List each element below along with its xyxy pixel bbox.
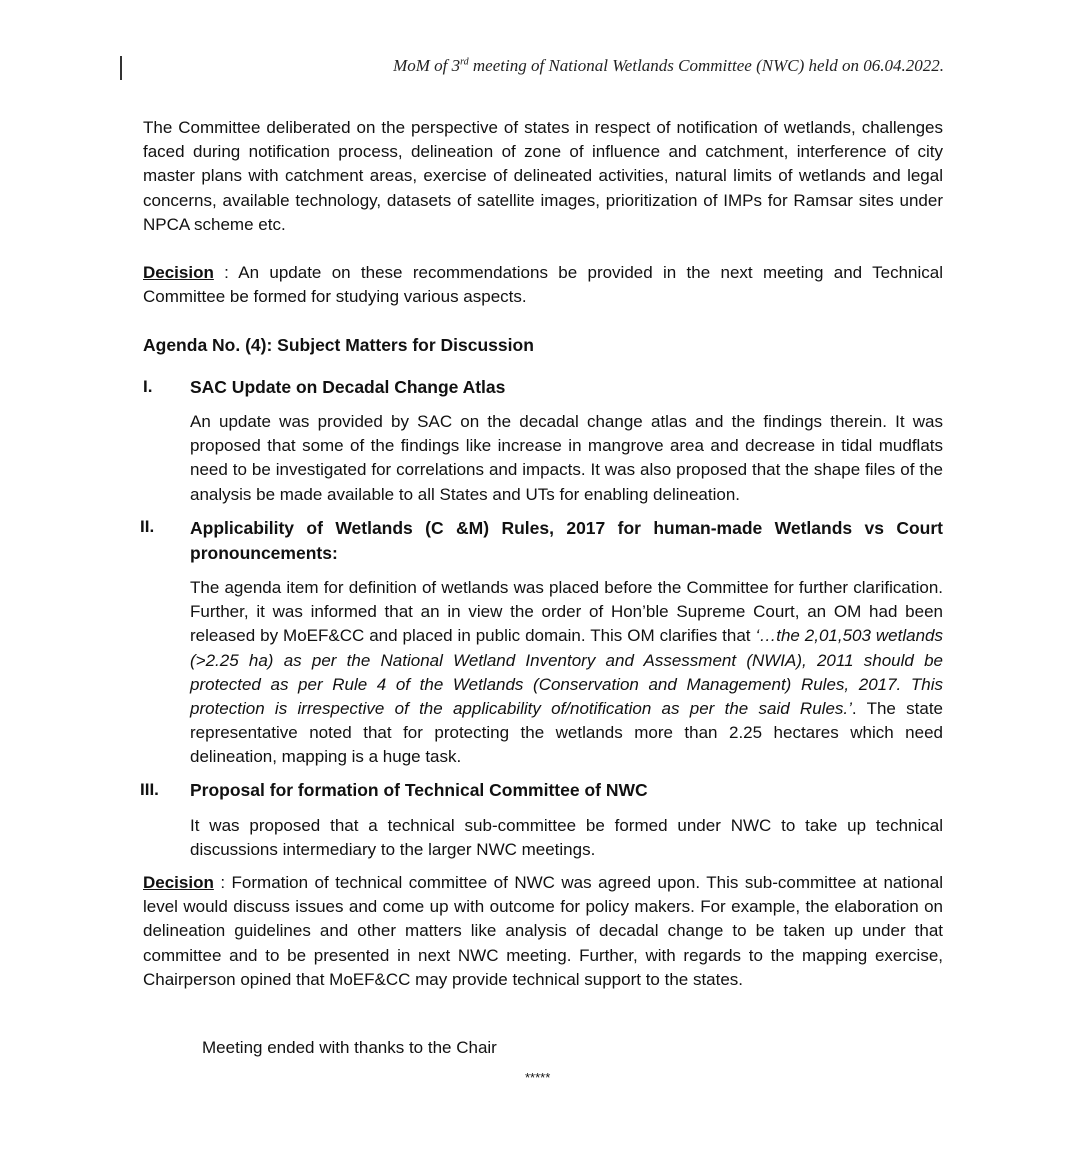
item-body-text: The agenda item for definition of wetlands was placed before the Committee for further clarification. Further, it was informed that an in view the order of Hon’ble Supreme Court, an OM had been released by MoEF&CC and placed in public domain. This OM clarifies that [190, 578, 943, 646]
agenda-heading: Agenda No. (4): Subject Matters for Discussion [143, 335, 534, 355]
intro-paragraph: The Committee deliberated on the perspective of states in respect of notification of wetlands, challenges faced during notification process, delineation of zone of influence and catchment, interference of city master plans with catchment areas, exercise of delineated activities, natural limits of wetlands and legal concerns, available technology, datasets of satellite images, prioritization of IMPs for Ramsar sites under NPCA scheme etc. [143, 118, 943, 234]
item-title: Applicability of Wetlands (C &M) Rules, 2017 for human-made Wetlands vs Court pronouncements: [190, 518, 943, 563]
item-body-text: . The state representative noted that for protecting the wetlands more than 2.25 hectares which need delineation, mapping is a huge task. [190, 699, 943, 767]
item-body [190, 576, 943, 770]
decision-paragraph-2 [143, 871, 943, 992]
margin-marker [120, 56, 122, 80]
decision-label: Decision [143, 263, 214, 282]
item-number: II. [140, 517, 155, 536]
item-number: III. [140, 780, 159, 799]
decision-text: : Formation of technical committee of NWC was agreed upon. This sub-committee at national level would discuss issues and come up with outcome for policy makers. For example, the elaboration on delineation guidelines and other matters like analysis of decadal change to be taken up under that committee and to be presented in next NWC meeting. Further, with regards to the mapping exercise, Chairperson opined that MoEF&CC may provide technical support to the states. [143, 873, 943, 989]
decision-paragraph-1 [143, 261, 943, 309]
item-number: I. [143, 377, 153, 396]
item-body: An update was provided by SAC on the decadal change atlas and the findings therein. It was proposed that some of the findings like increase in mangrove area and decrease in tidal mudflats need to be investigated for correlations and impacts. It was also proposed that the shape files of the analysis be made available to all States and UTs for enabling delineation. [190, 412, 943, 504]
item-body: It was proposed that a technical sub-committee be formed under NWC to take up technical discussions intermediary to the larger NWC meetings. [190, 816, 943, 860]
header-suffix: meeting of National Wetlands Committee (NWC) held on 06.04.2022. [468, 56, 944, 75]
decision-text: : An update on these recommendations be provided in the next meeting and Technical Committee be formed for studying various aspects. [143, 263, 943, 307]
item-title: Proposal for formation of Technical Committee of NWC [190, 780, 648, 800]
item-body-quote: ‘…the 2,01,503 wetlands (>2.25 ha) as per the National Wetland Inventory and Assessment (NWIA), 2011 should be protected as per Rule 4 of the Wetlands (Conservation and Management) Rules, 2017. This protection is irrespective of the applicability of/notification as per the said Rules.’ [190, 626, 943, 719]
closing-line: Meeting ended with thanks to the Chair [202, 1038, 497, 1057]
header-ordinal: rd [460, 56, 469, 68]
end-mark: ***** [525, 1070, 551, 1085]
page-header [300, 56, 944, 76]
header-prefix: MoM of 3 [393, 56, 461, 75]
item-title: SAC Update on Decadal Change Atlas [190, 377, 506, 397]
decision-label: Decision [143, 873, 214, 892]
